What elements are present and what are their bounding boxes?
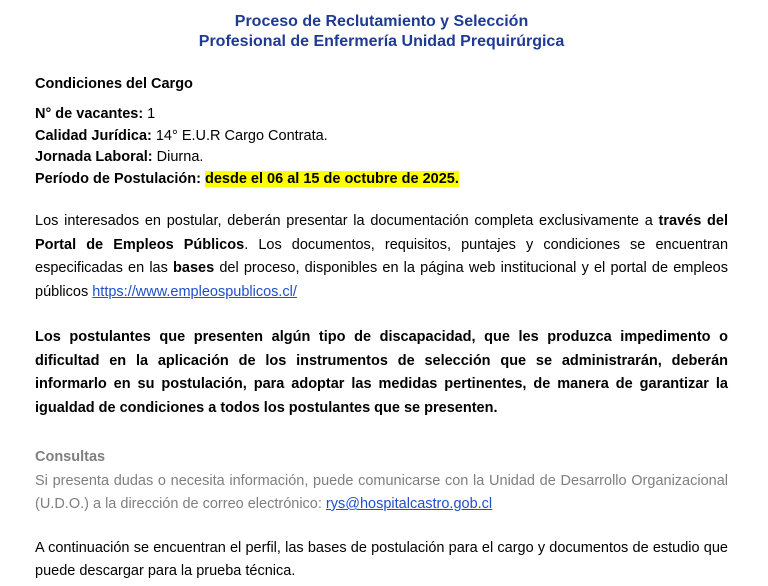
document-title — [35, 0, 728, 52]
downloads-paragraph: A continuación se encuentran el perfil, las bases de postulación para el cargo y documentos de estudio que puede descargar para la prueba técnica. — [35, 539, 728, 579]
consultas-text: Si presenta dudas o necesita información, puede comunicarse con la Unidad de Desarrollo Organizacional (U.D.O.) a la dirección de correo electrónico: — [35, 472, 728, 512]
consultas-paragraph — [35, 470, 728, 517]
schedule-label: Jornada Laboral: — [35, 149, 153, 165]
legal-value: 14° E.U.R Cargo Contrata. — [151, 127, 328, 144]
conditions-list — [35, 104, 728, 190]
period-value-highlight: desde el 06 al 15 de octubre de 2025. — [205, 170, 459, 187]
contact-email-link[interactable]: rys@hospitalcastro.gob.cl — [325, 496, 493, 512]
legal-label: Calidad Jurídica: — [35, 127, 152, 144]
period-row — [35, 169, 728, 191]
para1-bold-portal: través del Portal de Empleos Públicos — [35, 213, 728, 253]
para1-text-1: Los interesados en postular, deberán presentar la documentación completa exclusivamente a — [35, 213, 659, 229]
para1-text-3: del proceso, disponibles en la página web institucional y el portal de empleos públicos — [35, 260, 728, 300]
schedule-row — [35, 147, 728, 169]
title-line-2: Profesional de Enfermería Unidad Prequirúrgica — [198, 33, 565, 50]
para1-text-2: . Los documentos, requisitos, puntajes y condiciones se encuentran especificadas en las — [35, 236, 729, 276]
consultas-section — [35, 446, 728, 517]
vacancies-row — [35, 104, 728, 126]
period-label: Período de Postulación: — [35, 170, 201, 187]
empleos-publicos-link[interactable]: https://www.empleospublicos.cl/ — [92, 283, 297, 300]
para1-bold-bases: bases — [173, 260, 215, 276]
schedule-value: Diurna. — [152, 149, 204, 165]
application-paragraph — [35, 210, 728, 304]
legal-row — [35, 126, 728, 148]
consultas-heading: Consultas — [35, 449, 106, 465]
vacancies-label: N° de vacantes: — [35, 106, 144, 122]
conditions-heading: Condiciones del Cargo — [35, 76, 193, 92]
vacancies-value: 1 — [143, 106, 156, 122]
title-line-1: Proceso de Reclutamiento y Selección — [234, 13, 529, 30]
disability-paragraph: Los postulantes que presenten algún tipo de discapacidad, que les produzca impedimento o dificultad en la aplicación de los instrumentos de selección que se administrarán, deberán informarlo en su postulación, para adoptar las medidas pertinentes, de manera de garantizar la igualdad de condiciones a todos los postulantes que se presenten. — [35, 329, 728, 416]
